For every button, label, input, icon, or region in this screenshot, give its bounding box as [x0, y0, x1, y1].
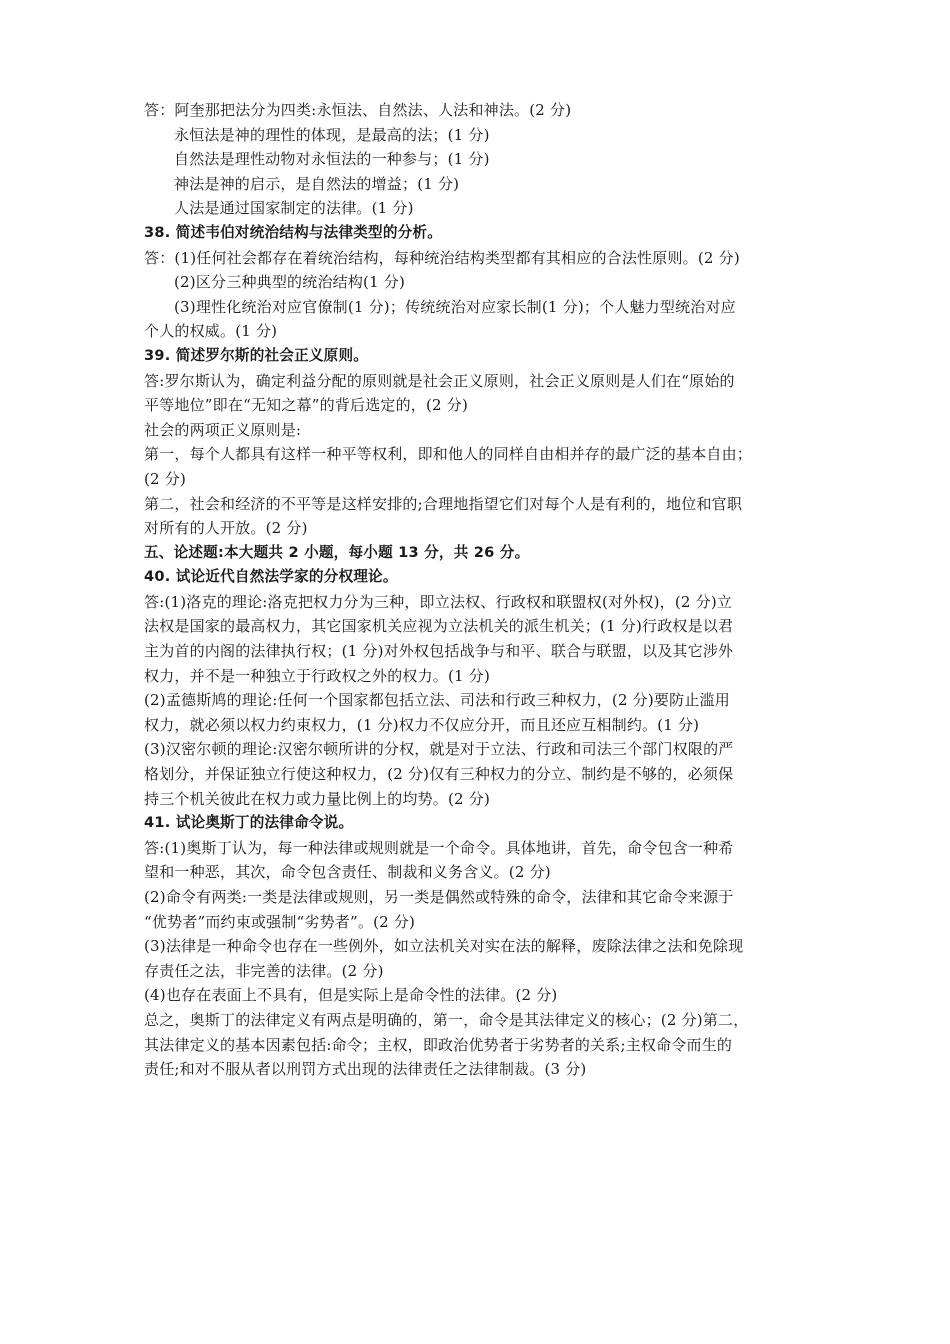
answer-line: 望和一种恶，其次，命令包含责任、制裁和义务含义。(2 分) [144, 863, 551, 882]
question-heading: 40. 试论近代自然法学家的分权理论。 [144, 568, 398, 586]
question-heading: 39. 简述罗尔斯的社会正义原则。 [144, 346, 369, 364]
answer-line: (2)区分三种典型的统治结构(1 分) [174, 273, 406, 292]
answer-line: 格划分，并保证独立行使这种权力，(2 分)仅有三种权力的分立、制约是不够的，必须保 [144, 765, 734, 784]
question-heading: 41. 试论奥斯丁的法律命令说。 [144, 814, 354, 832]
answer-line: 法权是国家的最高权力，其它国家机关应视为立法机关的派生机关；(1 分)行政权是以君 [144, 617, 734, 636]
answer-line: 持三个机关彼此在权力或力量比例上的均势。(2 分) [144, 789, 491, 808]
question-heading: 38. 简述韦伯对统治结构与法律类型的分析。 [144, 223, 443, 241]
answer-line: 第一，每个人都具有这样一种平等权利，即和他人的同样自由相并存的最广泛的基本自由； [144, 445, 753, 464]
answer-line: 主为首的内阁的法律执行权；(1 分)对外权包括战争与和平、联合与联盟，以及其它涉外 [144, 642, 734, 661]
answer-line: 永恒法是神的理性的体现，是最高的法；(1 分) [174, 125, 490, 144]
document-page [144, 98, 810, 1082]
answer-line: 其法律定义的基本因素包括:命令；主权，即政治优势者于劣势者的关系;主权命令而生的 [144, 1035, 733, 1054]
answer-line: (3)理性化统治对应官僚制(1 分)；传统统治对应家长制(1 分)；个人魅力型统治对应 [174, 297, 736, 316]
answer-line: 答：(1)任何社会都存在着统治结构，每种统治结构类型都有其相应的合法性原则。(2 分) [144, 248, 740, 267]
answer-line: 总之，奥斯丁的法律定义有两点是明确的，第一，命令是其法律定义的核心；(2 分)第二， [144, 1010, 749, 1029]
answer-line: 权力，并不是一种独立于行政权之外的权力。(1 分) [144, 666, 491, 685]
answer-line: 自然法是理性动物对永恒法的一种参与；(1 分) [174, 150, 490, 169]
answer-line: (2 分) [144, 469, 187, 488]
answer-line: 答:(1)洛克的理论:洛克把权力分为三种，即立法权、行政权和联盟权(对外权)，(2 分)立 [144, 592, 733, 611]
answer-line: 个人的权威。(1 分) [144, 322, 278, 341]
answer-line: (3)法律是一种命令也存在一些例外，如立法机关对实在法的解释，废除法律之法和免除现 [144, 937, 744, 956]
answer-line: 答:罗尔斯认为，确定利益分配的原则就是社会正义原则，社会正义原则是人们在“原始的 [144, 371, 735, 390]
answer-line: 人法是通过国家制定的法律。(1 分) [174, 199, 414, 218]
answer-line: 答：阿奎那把法分为四类:永恒法、自然法、人法和神法。(2 分) [144, 101, 572, 119]
answer-line: (2)孟德斯鸠的理论:任何一个国家都包括立法、司法和行政三种权力，(2 分)要防止滥用 [144, 691, 730, 710]
answer-line: 权力，就必须以权力约束权力，(1 分)权力不仅应分开，而且还应互相制约。(1 分) [144, 715, 700, 734]
answer-line: 平等地位”即在“无知之幕”的背后选定的，(2 分) [144, 396, 469, 415]
answer-line: 责任;和对不服从者以刑罚方式出现的法律责任之法律制裁。(3 分) [144, 1060, 587, 1079]
answer-line: “优势者”而约束或强制“劣势者”。(2 分) [144, 912, 416, 931]
answer-line: 存责任之法，非完善的法律。(2 分) [144, 961, 384, 980]
answer-line: 第二，社会和经济的不平等是这样安排的;合理地指望它们对每个人是有利的，地位和官职 [144, 494, 743, 513]
answer-line: (3)汉密尔顿的理论:汉密尔顿所讲的分权，就是对于立法、行政和司法三个部门权限的严 [144, 740, 734, 759]
answer-line: (4)也存在表面上不具有，但是实际上是命令性的法律。(2 分) [144, 986, 558, 1005]
question-heading: 五、论述题:本大题共 2 小题，每小题 13 分，共 26 分。 [144, 543, 530, 561]
answer-line: (2)命令有两类:一类是法律或规则，另一类是偶然或特殊的命令，法律和其它命令来源于 [144, 888, 734, 906]
answer-line: 答:(1)奥斯丁认为，每一种法律或规则就是一个命令。具体地讲，首先，命令包含一种希 [144, 838, 734, 857]
answer-line: 对所有的人开放。(2 分) [144, 519, 308, 538]
answer-line: 社会的两项正义原则是: [144, 420, 302, 439]
answer-line: 神法是神的启示，是自然法的增益；(1 分) [174, 174, 460, 193]
